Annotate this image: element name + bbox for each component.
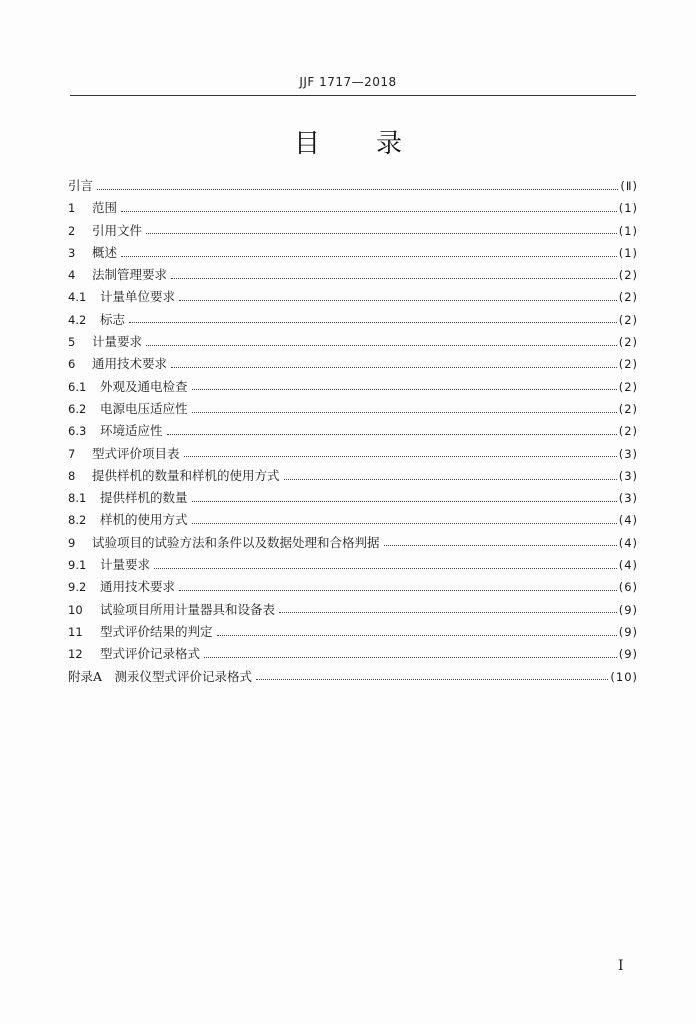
toc-entry-page: (1) bbox=[618, 245, 638, 260]
toc-entry-title: 型式评价项目表 bbox=[92, 445, 180, 461]
toc-entry-number: 2 bbox=[68, 223, 76, 238]
toc-entry-number: 8 bbox=[68, 468, 76, 483]
toc-entry-title: 样机的使用方式 bbox=[100, 512, 188, 528]
dot-leader bbox=[192, 412, 617, 413]
dot-leader bbox=[192, 389, 617, 390]
dot-leader bbox=[97, 189, 618, 190]
toc-entry-page: (2) bbox=[618, 290, 638, 305]
toc-entry-page: (9) bbox=[618, 647, 638, 662]
toc-entry-2[interactable] bbox=[68, 220, 638, 242]
toc-entry-4[interactable] bbox=[68, 264, 638, 286]
toc-entry-11[interactable] bbox=[68, 621, 638, 643]
toc-entry-9-1[interactable] bbox=[68, 554, 638, 576]
dot-leader bbox=[192, 501, 617, 502]
toc-entry-title: 试验项目的试验方法和条件以及数据处理和合格判据 bbox=[92, 534, 380, 550]
toc-entry-title: 计量单位要求 bbox=[100, 289, 176, 305]
page-title: 目录 bbox=[293, 129, 458, 159]
toc-entry-title: 型式评价结果的判定 bbox=[100, 623, 213, 639]
toc-entry-4-2[interactable] bbox=[68, 309, 638, 331]
toc-entry-number: 4.1 bbox=[68, 290, 87, 305]
toc-entry-page: (3) bbox=[618, 468, 638, 483]
toc-entry-title: 计量要求 bbox=[92, 334, 143, 350]
dot-leader bbox=[179, 590, 617, 591]
dot-leader bbox=[121, 211, 617, 212]
toc-entry-1[interactable] bbox=[68, 197, 638, 219]
toc-entry-6-2[interactable] bbox=[68, 398, 638, 420]
dot-leader bbox=[129, 322, 617, 323]
dot-leader bbox=[121, 256, 617, 257]
toc-entry-6-3[interactable] bbox=[68, 420, 638, 442]
toc-entry-page: (2) bbox=[618, 424, 638, 439]
dot-leader bbox=[256, 679, 608, 680]
toc-entry-5[interactable] bbox=[68, 331, 638, 353]
dot-leader bbox=[171, 367, 617, 368]
toc-entry-number: 7 bbox=[68, 446, 76, 461]
dot-leader bbox=[167, 434, 617, 435]
toc-entry-number: 10 bbox=[68, 602, 83, 617]
toc-entry-4-1[interactable] bbox=[68, 286, 638, 308]
toc-entry-title: 试验项目所用计量器具和设备表 bbox=[100, 601, 276, 617]
toc-entry-number: 9.1 bbox=[68, 558, 87, 573]
toc-entry-number: 6.1 bbox=[68, 379, 87, 394]
toc-entry-title: 概述 bbox=[92, 244, 118, 260]
toc-entry-number: 9 bbox=[68, 535, 76, 550]
page-number: I bbox=[618, 958, 624, 974]
toc-entry-number: 8.1 bbox=[68, 491, 87, 506]
toc-entry-number: 9.2 bbox=[68, 580, 87, 595]
dot-leader bbox=[217, 635, 617, 636]
dot-leader bbox=[184, 456, 617, 457]
toc-entry-number: 8.2 bbox=[68, 513, 87, 528]
dot-leader bbox=[384, 545, 617, 546]
toc-entry-page: (9) bbox=[618, 624, 638, 639]
toc-entry-page: (6) bbox=[618, 580, 638, 595]
table-of-contents bbox=[68, 175, 638, 688]
toc-entry-page: (4) bbox=[618, 558, 638, 573]
toc-entry-page: (2) bbox=[618, 401, 638, 416]
toc-entry-page: (2) bbox=[618, 379, 638, 394]
toc-entry-title: 提供样机的数量和样机的使用方式 bbox=[92, 467, 280, 483]
toc-entry-title: 范围 bbox=[92, 200, 118, 216]
toc-entry-6-1[interactable] bbox=[68, 376, 638, 398]
toc-entry-page: (10) bbox=[610, 669, 638, 684]
toc-entry-8-1[interactable] bbox=[68, 487, 638, 509]
standard-code: JJF 1717—2018 bbox=[299, 75, 397, 89]
toc-entry-title: 计量要求 bbox=[100, 557, 151, 573]
toc-entry-6[interactable] bbox=[68, 353, 638, 375]
toc-entry-10[interactable] bbox=[68, 599, 638, 621]
toc-entry-7[interactable] bbox=[68, 443, 638, 465]
toc-entry-appendix-a[interactable] bbox=[68, 666, 638, 688]
dot-leader bbox=[204, 657, 617, 658]
toc-entry-number: 6.2 bbox=[68, 401, 87, 416]
toc-entry-12[interactable] bbox=[68, 643, 638, 665]
toc-entry-9-2[interactable] bbox=[68, 576, 638, 598]
toc-entry-number: 11 bbox=[68, 624, 83, 639]
toc-entry-title: 引言 bbox=[68, 178, 94, 193]
toc-entry-title: 通用技术要求 bbox=[92, 356, 168, 372]
toc-entry-number: 4 bbox=[68, 268, 76, 283]
toc-entry-title: 法制管理要求 bbox=[92, 267, 168, 283]
toc-entry-page: (3) bbox=[618, 491, 638, 506]
toc-entry-page: (Ⅱ) bbox=[620, 179, 638, 193]
toc-entry-title: 电源电压适应性 bbox=[100, 400, 188, 416]
toc-entry-page: (1) bbox=[618, 223, 638, 238]
dot-leader bbox=[279, 612, 617, 613]
toc-entry-9[interactable] bbox=[68, 532, 638, 554]
dot-leader bbox=[146, 233, 617, 234]
toc-entry-page: (2) bbox=[618, 268, 638, 283]
dot-leader bbox=[284, 479, 617, 480]
toc-entry-page: (2) bbox=[618, 312, 638, 327]
toc-entry-title: 标志 bbox=[100, 311, 126, 327]
toc-entry-number: 12 bbox=[68, 647, 83, 662]
toc-entry-page: (2) bbox=[618, 357, 638, 372]
toc-entry-3[interactable] bbox=[68, 242, 638, 264]
toc-entry-number: 4.2 bbox=[68, 312, 87, 327]
dot-leader bbox=[192, 523, 617, 524]
toc-entry-page: (4) bbox=[618, 513, 638, 528]
toc-entry-number: 6.3 bbox=[68, 424, 87, 439]
toc-entry-number: 1 bbox=[68, 201, 76, 216]
dot-leader bbox=[171, 278, 617, 279]
toc-entry-title: 附录A 测汞仪型式评价记录格式 bbox=[68, 668, 253, 684]
toc-entry-title: 外观及通电检查 bbox=[100, 378, 188, 394]
toc-entry-page: (3) bbox=[618, 446, 638, 461]
toc-entry-title: 提供样机的数量 bbox=[100, 490, 188, 506]
toc-entry-title: 引用文件 bbox=[92, 222, 143, 238]
toc-entry-8-2[interactable] bbox=[68, 509, 638, 531]
toc-entry-number: 3 bbox=[68, 245, 76, 260]
dot-leader bbox=[179, 300, 617, 301]
toc-entry-title: 环境适应性 bbox=[100, 423, 163, 439]
toc-entry-page: (9) bbox=[618, 602, 638, 617]
toc-entry-8[interactable] bbox=[68, 465, 638, 487]
dot-leader bbox=[154, 568, 617, 569]
toc-entry-number: 5 bbox=[68, 335, 76, 350]
header-rule bbox=[70, 95, 636, 96]
dot-leader bbox=[146, 345, 617, 346]
toc-entry-title: 型式评价记录格式 bbox=[100, 646, 201, 662]
toc-entry-page: (1) bbox=[618, 201, 638, 216]
toc-entry-page: (4) bbox=[618, 535, 638, 550]
toc-entry-number: 6 bbox=[68, 357, 76, 372]
toc-entry-title: 通用技术要求 bbox=[100, 579, 176, 595]
toc-entry-page: (2) bbox=[618, 335, 638, 350]
toc-entry-foreword[interactable] bbox=[68, 175, 638, 197]
